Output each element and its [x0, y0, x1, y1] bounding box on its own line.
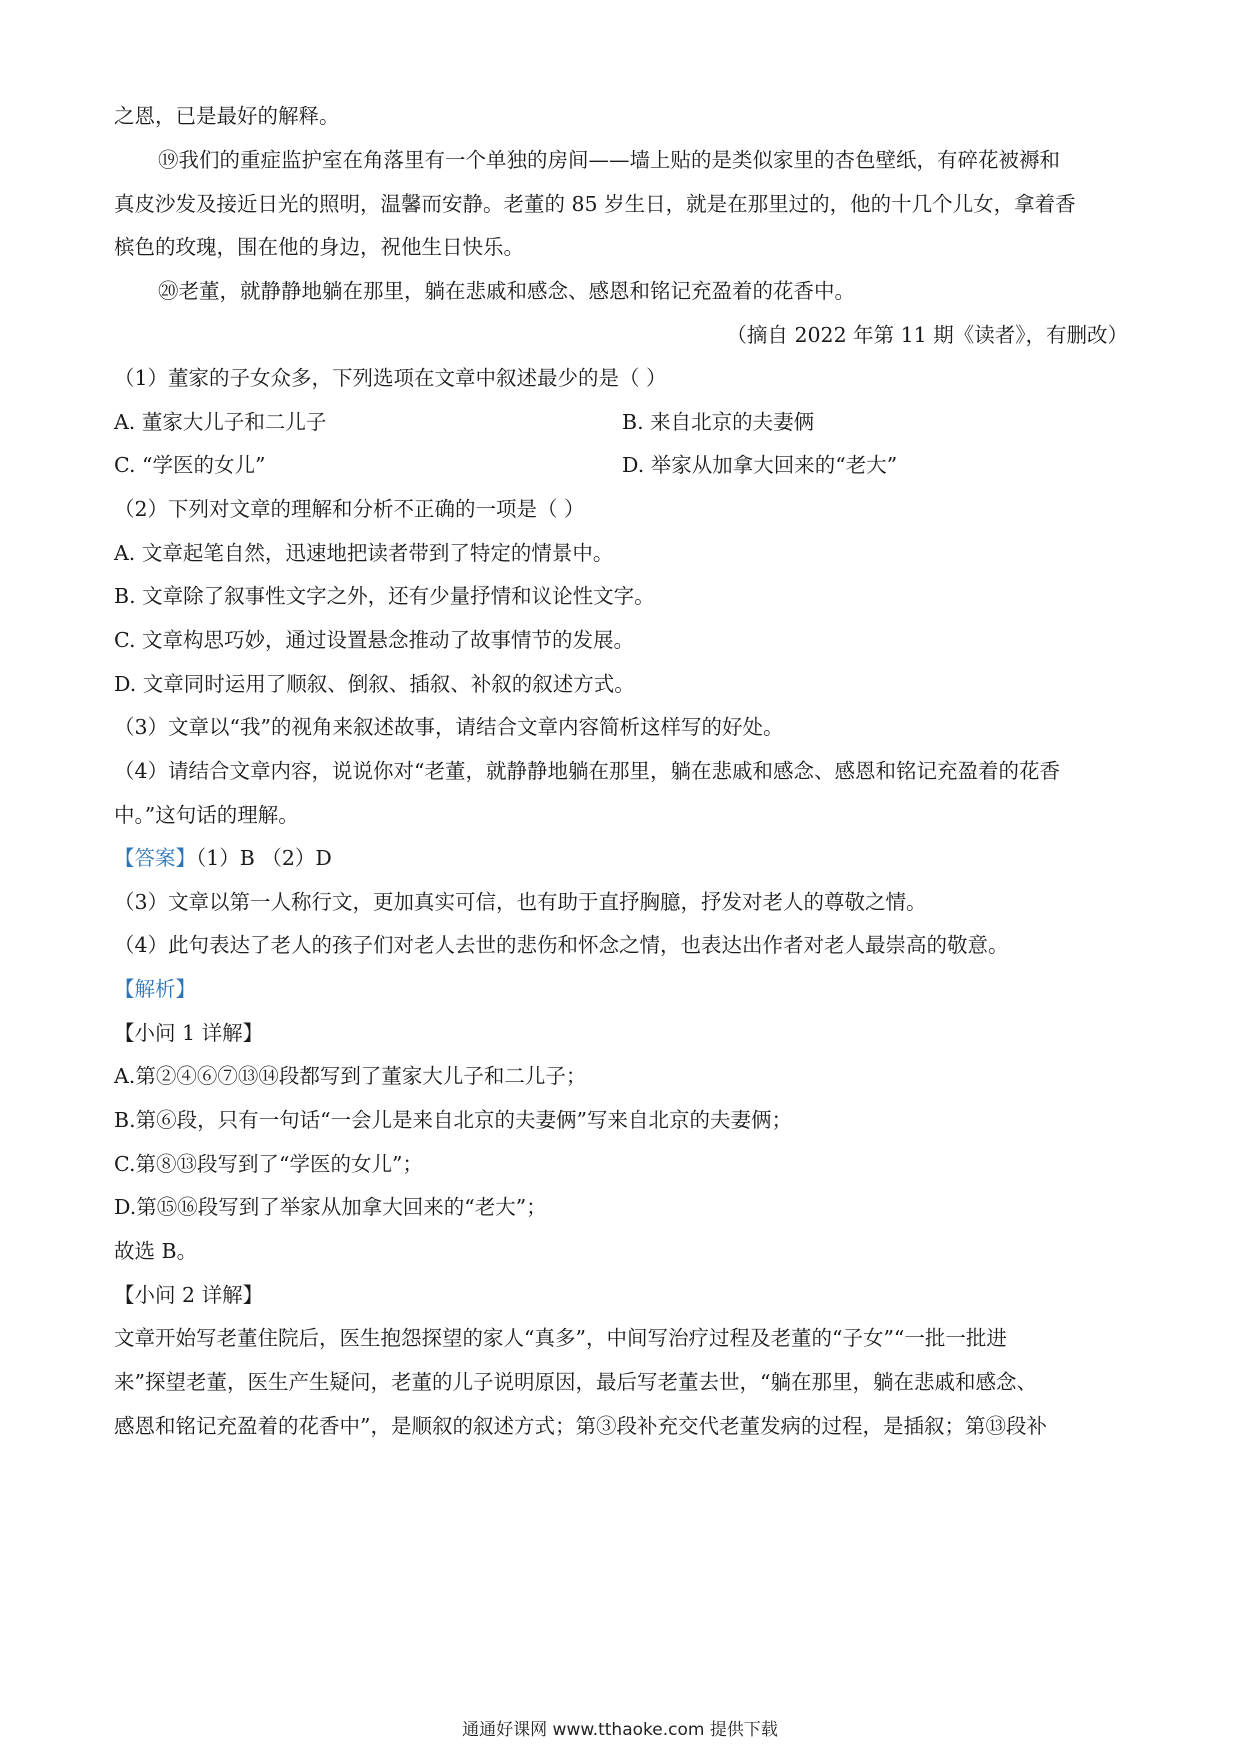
answer-line-3: （4）此句表达了老人的孩子们对老人去世的悲伤和怀念之情，也表达出作者对老人最崇高的敬意。 — [114, 933, 1009, 957]
analysis-label: 【解析】 — [114, 977, 196, 1001]
paragraph-20: ⑳老董，就静静地躺在那里，躺在悲戚和感念、感恩和铭记充盈着的花香中。 — [158, 279, 855, 303]
question-2-stem: （2）下列对文章的理解和分析不正确的一项是（ ） — [114, 497, 585, 521]
analysis-sub1-d: D.第⑮⑯段写到了举家从加拿大回来的“老大”； — [114, 1195, 547, 1219]
question-2-option-c: C. 文章构思巧妙，通过设置悬念推动了故事情节的发展。 — [114, 628, 634, 652]
source-citation: （摘自 2022 年第 11 期《读者》，有删改） — [726, 323, 1128, 347]
question-2-option-b: B. 文章除了叙事性文字之外，还有少量抒情和议论性文字。 — [114, 584, 655, 608]
analysis-sub1-a: A.第②④⑥⑦⑬⑭段都写到了董家大儿子和二儿子； — [114, 1064, 587, 1088]
question-1-option-b: B. 来自北京的夫妻俩 — [622, 410, 815, 434]
passage-line: 之恩，已是最好的解释。 — [114, 104, 340, 128]
analysis-sub2-line-2: 来”探望老董，医生产生疑问，老董的儿子说明原因，最后写老董去世，“躺在那里，躺在悲戚和感念、 — [114, 1370, 1037, 1394]
analysis-sub1-c: C.第⑧⑬段写到了“学医的女儿”； — [114, 1152, 423, 1176]
question-3: （3）文章以“我”的视角来叙述故事，请结合文章内容简析这样写的好处。 — [114, 715, 784, 739]
question-2-option-d: D. 文章同时运用了顺叙、倒叙、插叙、补叙的叙述方式。 — [114, 672, 635, 696]
footer-watermark: 通通好课网 www.tthaoke.com 提供下载 — [462, 1720, 778, 1740]
answer-label: 【答案】 — [114, 846, 196, 870]
analysis-sub2-line-1: 文章开始写老董住院后，医生抱怨探望的家人“真多”，中间写治疗过程及老董的“子女”“一批一批进 — [114, 1326, 1007, 1350]
question-4-line-1: （4）请结合文章内容，说说你对“老董，就静静地躺在那里，躺在悲戚和感念、感恩和铭记充盈着的花香 — [114, 759, 1061, 783]
question-1-option-c: C. “学医的女儿” — [114, 453, 266, 477]
analysis-sub1-conclusion: 故选 B。 — [114, 1239, 198, 1263]
question-1-stem: （1）董家的子女众多，下列选项在文章中叙述最少的是（ ） — [114, 366, 667, 390]
paragraph-19-line-1: ⑲我们的重症监护室在角落里有一个单独的房间——墙上贴的是类似家里的杏色壁纸，有碎花被褥和 — [158, 148, 1060, 172]
analysis-sub1-title: 【小问 1 详解】 — [114, 1021, 264, 1045]
answer-line-1 — [114, 844, 1130, 872]
analysis-sub2-title: 【小问 2 详解】 — [114, 1283, 264, 1307]
answer-line-2: （3）文章以第一人称行文，更加真实可信，也有助于直抒胸臆，抒发对老人的尊敬之情。 — [114, 890, 927, 914]
analysis-sub1-b: B.第⑥段，只有一句话“一会儿是来自北京的夫妻俩”写来自北京的夫妻俩； — [114, 1108, 793, 1132]
analysis-sub2-line-3: 感恩和铭记充盈着的花香中”，是顺叙的叙述方式；第③段补充交代老董发病的过程，是插叙；第⑬段补 — [114, 1414, 1047, 1438]
question-1-option-d: D. 举家从加拿大回来的“老大” — [622, 453, 898, 477]
question-2-option-a: A. 文章起笔自然，迅速地把读者带到了特定的情景中。 — [114, 541, 614, 565]
paragraph-19-line-2: 真皮沙发及接近日光的照明，温馨而安静。老董的 85 岁生日，就是在那里过的，他的十几个儿女，拿着香 — [114, 192, 1076, 216]
paragraph-19-line-3: 槟色的玫瑰，围在他的身边，祝他生日快乐。 — [114, 235, 524, 259]
question-4-line-2: 中。”这句话的理解。 — [114, 803, 299, 827]
answer-choices: （1）B （2）D — [196, 846, 332, 870]
question-1-option-a: A. 董家大儿子和二儿子 — [114, 410, 327, 434]
